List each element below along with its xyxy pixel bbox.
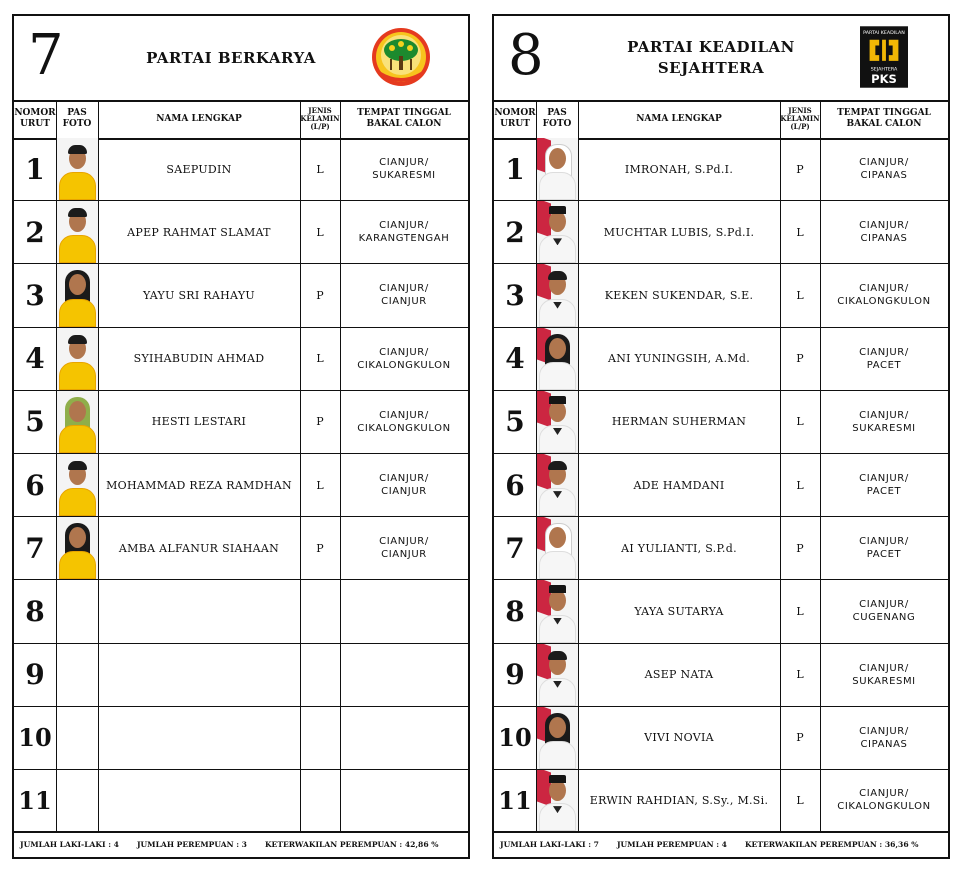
candidate-residence <box>340 580 468 642</box>
col-nomor-urut: NOMOR URUT <box>14 108 56 129</box>
candidate-number: 6 <box>505 468 525 502</box>
candidate-photo <box>537 328 578 390</box>
candidate-gender: P <box>796 162 804 176</box>
table-row <box>494 517 948 580</box>
table-row <box>14 391 468 454</box>
candidate-gender: L <box>316 478 324 492</box>
male-count: JUMLAH LAKI-LAKI : 7 <box>500 839 599 849</box>
female-representation: KETERWAKILAN PEREMPUAN : 36,36 % <box>744 839 919 849</box>
candidate-photo <box>537 644 578 706</box>
berkarya-logo-icon <box>370 26 432 88</box>
candidate-residence: CIANJUR/ SUKARESMI <box>852 662 916 687</box>
table-row <box>14 328 468 391</box>
candidate-residence: CIANJUR/ CIPANAS <box>859 725 909 750</box>
candidate-gender: L <box>316 352 324 366</box>
candidate-name: HESTI LESTARI <box>151 415 247 429</box>
table-row <box>14 644 468 707</box>
empty-photo-cell <box>57 707 98 769</box>
candidate-residence: CIANJUR/ CIKALONGKULON <box>837 788 931 813</box>
candidate-photo <box>537 580 578 642</box>
party-name: PARTAI BERKARYA <box>146 48 316 67</box>
candidate-name: YAYA SUTARYA <box>634 604 724 618</box>
candidate-number: 11 <box>498 785 532 815</box>
candidate-photo <box>537 454 578 516</box>
candidate-number: 8 <box>505 594 525 628</box>
candidate-residence: CIANJUR/ CIKALONGKULON <box>837 283 931 308</box>
table-row <box>14 580 468 643</box>
candidate-photo <box>57 328 98 390</box>
table-row <box>14 707 468 770</box>
candidate-name: MOHAMMAD REZA RAMDHAN <box>106 478 292 492</box>
candidate-name <box>98 644 300 706</box>
summary-footer <box>14 831 468 857</box>
candidate-gender: P <box>796 541 804 555</box>
candidate-rows <box>14 138 468 833</box>
col-nama-lengkap: NAMA LENGKAP <box>156 113 242 124</box>
candidate-gender: L <box>796 415 804 429</box>
candidate-photo <box>57 517 98 579</box>
candidate-photo <box>57 138 98 200</box>
candidate-number: 4 <box>505 342 525 376</box>
candidate-residence <box>340 644 468 706</box>
candidate-number: 11 <box>18 785 52 815</box>
candidate-name: AMBA ALFANUR SIAHAAN <box>118 541 280 555</box>
candidate-photo <box>537 770 578 831</box>
candidate-name: HERMAN SUHERMAN <box>611 415 747 429</box>
candidate-table-berkarya <box>12 14 470 859</box>
candidate-residence: CIANJUR/ CIKALONGKULON <box>357 409 451 434</box>
table-row <box>494 391 948 454</box>
candidate-gender: P <box>316 415 324 429</box>
table-row <box>494 707 948 770</box>
candidate-name: VIVI NOVIA <box>644 731 714 745</box>
candidate-photo <box>537 264 578 326</box>
candidate-gender: P <box>316 541 324 555</box>
candidate-number: 9 <box>505 658 525 692</box>
table-row <box>494 138 948 201</box>
candidate-name <box>98 770 300 831</box>
candidate-number: 5 <box>505 405 525 439</box>
candidate-gender: P <box>796 731 804 745</box>
candidate-number: 1 <box>25 152 45 186</box>
candidate-residence: CIANJUR/ CUGENANG <box>852 599 916 624</box>
party-name: PARTAI KEADILAN SEJAHTERA <box>627 38 795 77</box>
candidate-name: ASEP NATA <box>644 668 714 682</box>
candidate-rows <box>494 138 948 833</box>
candidate-gender <box>300 580 340 642</box>
candidate-name: APEP RAHMAT SLAMAT <box>127 225 271 239</box>
candidate-name: ANI YUNINGSIH, A.Md. <box>607 352 751 366</box>
candidate-name <box>98 580 300 642</box>
col-pas-foto: PAS FOTO <box>542 108 572 129</box>
candidate-number: 4 <box>25 342 45 376</box>
candidate-gender: L <box>316 162 324 176</box>
candidate-name: SYIHABUDIN AHMAD <box>133 352 265 366</box>
table-row <box>14 201 468 264</box>
candidate-number: 7 <box>25 531 45 565</box>
candidate-table-pks <box>492 14 950 859</box>
candidate-photo <box>57 391 98 453</box>
candidate-number: 8 <box>25 594 45 628</box>
candidate-number: 7 <box>505 531 525 565</box>
candidate-name: SAEPUDIN <box>166 162 232 176</box>
candidate-gender: L <box>796 668 804 682</box>
party-number: 7 <box>28 23 64 88</box>
table-row <box>494 201 948 264</box>
candidate-number: 2 <box>505 215 525 249</box>
col-tempat-tinggal: TEMPAT TINGGAL BAKAL CALON <box>837 108 931 129</box>
party-header <box>494 16 948 102</box>
candidate-number: 3 <box>25 278 45 312</box>
candidate-gender <box>300 770 340 831</box>
candidate-gender: L <box>796 604 804 618</box>
table-row <box>494 770 948 833</box>
table-row <box>494 264 948 327</box>
pks-logo-mid-text: SEJAHTERA <box>870 67 898 73</box>
pks-logo-top-text: PARTAI KEADILAN <box>863 30 905 36</box>
table-row <box>494 454 948 517</box>
col-tempat-tinggal: TEMPAT TINGGAL BAKAL CALON <box>357 108 451 129</box>
table-row <box>14 770 468 833</box>
candidate-residence: CIANJUR/ CIANJUR <box>379 283 429 308</box>
col-jenis-kelamin: JENIS KELAMIN (L/P) <box>780 106 820 131</box>
candidate-residence: CIANJUR/ KARANGTENGAH <box>358 220 450 245</box>
col-jenis-kelamin: JENIS KELAMIN (L/P) <box>300 106 340 131</box>
candidate-gender: L <box>796 225 804 239</box>
candidate-residence: CIANJUR/ PACET <box>859 473 909 498</box>
table-row <box>494 644 948 707</box>
candidate-gender: P <box>316 288 324 302</box>
candidate-name <box>98 707 300 769</box>
candidate-photo <box>57 454 98 516</box>
candidate-photo <box>57 264 98 326</box>
column-header-row <box>14 100 468 140</box>
female-count: JUMLAH PEREMPUAN : 3 <box>136 839 247 849</box>
candidate-name: YAYU SRI RAHAYU <box>143 288 255 302</box>
candidate-residence: CIANJUR/ PACET <box>859 346 909 371</box>
candidate-residence: CIANJUR/ CIPANAS <box>859 157 909 182</box>
candidate-gender <box>300 707 340 769</box>
candidate-number: 10 <box>18 723 52 753</box>
candidate-residence: CIANJUR/ CIANJUR <box>379 473 429 498</box>
pks-logo-icon <box>860 26 908 88</box>
male-count: JUMLAH LAKI-LAKI : 4 <box>20 839 119 849</box>
col-pas-foto: PAS FOTO <box>62 108 92 129</box>
party-number: 8 <box>508 23 544 88</box>
female-representation: KETERWAKILAN PEREMPUAN : 42,86 % <box>264 839 439 849</box>
candidate-residence: CIANJUR/ SUKARESMI <box>852 409 916 434</box>
candidate-residence: CIANJUR/ CIKALONGKULON <box>357 346 451 371</box>
candidate-name: ERWIN RAHDIAN, S.Sy., M.Si. <box>589 793 769 807</box>
candidate-name: KEKEN SUKENDAR, S.E. <box>604 288 754 302</box>
candidate-photo <box>537 707 578 769</box>
candidate-number: 3 <box>505 278 525 312</box>
candidate-gender: L <box>316 225 324 239</box>
candidate-photo <box>537 517 578 579</box>
female-count: JUMLAH PEREMPUAN : 4 <box>616 839 727 849</box>
candidate-gender: L <box>796 793 804 807</box>
party-header <box>14 16 468 102</box>
candidate-number: 6 <box>25 468 45 502</box>
col-nomor-urut: NOMOR URUT <box>494 108 536 129</box>
candidate-photo <box>537 138 578 200</box>
candidate-number: 1 <box>505 152 525 186</box>
candidate-gender: L <box>796 288 804 302</box>
candidate-residence: CIANJUR/ SUKARESMI <box>372 157 436 182</box>
candidate-gender <box>300 644 340 706</box>
table-row <box>494 580 948 643</box>
pks-logo-bottom-text: PKS <box>871 71 897 86</box>
candidate-residence: CIANJUR/ PACET <box>859 536 909 561</box>
candidate-photo <box>537 391 578 453</box>
candidate-name: ADE HAMDANI <box>633 478 725 492</box>
candidate-residence <box>340 770 468 831</box>
summary-footer <box>494 831 948 857</box>
table-row <box>494 328 948 391</box>
candidate-name: IMRONAH, S.Pd.I. <box>624 162 734 176</box>
candidate-number: 9 <box>25 658 45 692</box>
empty-photo-cell <box>57 770 98 831</box>
column-header-row <box>494 100 948 140</box>
candidate-residence: CIANJUR/ CIPANAS <box>859 220 909 245</box>
col-nama-lengkap: NAMA LENGKAP <box>636 113 722 124</box>
table-row <box>14 264 468 327</box>
table-row <box>14 454 468 517</box>
candidate-gender: L <box>796 478 804 492</box>
candidate-residence <box>340 707 468 769</box>
table-row <box>14 138 468 201</box>
candidate-number: 10 <box>498 723 532 753</box>
candidate-number: 2 <box>25 215 45 249</box>
candidate-gender: P <box>796 352 804 366</box>
table-row <box>14 517 468 580</box>
candidate-name: AI YULIANTI, S.P.d. <box>621 541 737 555</box>
candidate-residence: CIANJUR/ CIANJUR <box>379 536 429 561</box>
candidate-photo <box>537 201 578 263</box>
candidate-photo <box>57 201 98 263</box>
candidate-name: MUCHTAR LUBIS, S.Pd.I. <box>603 225 755 239</box>
empty-photo-cell <box>57 644 98 706</box>
candidate-number: 5 <box>25 405 45 439</box>
empty-photo-cell <box>57 580 98 642</box>
